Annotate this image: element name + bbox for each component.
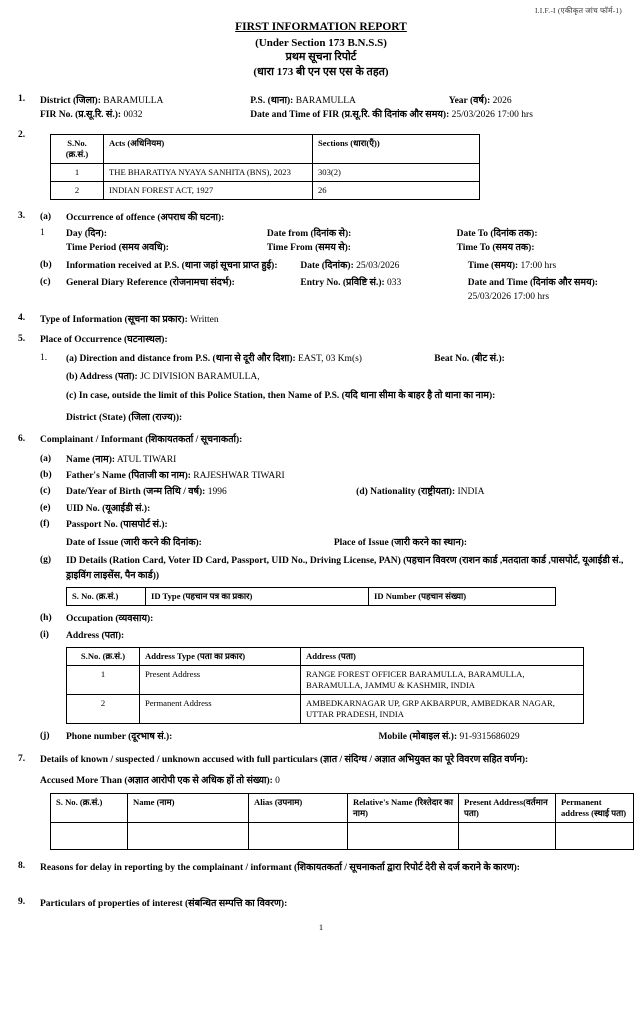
s6c-label: (c)	[40, 486, 51, 497]
direction-distance-label: (a) Direction and distance from P.S. (थाना से दूरी और दिशा):	[66, 354, 296, 365]
id-details-label: ID Details (Ration Card, Voter ID Card, Passport, UID No., Driving License, PAN) (पहचान विवरण (राशन कार्ड ,मतदाता कार्ड ,पासपोर्ट, यूआईडी सं., ड्राइविंग लाइसेंस, पैन कार्ड))	[66, 556, 624, 581]
date-to-label: Date To (दिनांक तक):	[456, 228, 538, 239]
year-value: 2026	[492, 96, 512, 107]
fir-no-value: 0032	[123, 110, 143, 121]
section-6-complainant	[18, 434, 624, 747]
acts-col-sno: S.No. (क्र.सं.)	[51, 134, 104, 163]
s3a-title: Occurrence of offence (अपराध की घटना):	[66, 212, 225, 223]
uid-label: UID No. (यूआईडी सं.):	[66, 503, 151, 514]
s3b-label: (b)	[40, 260, 52, 271]
accused-more-than-label: Accused More Than (अज्ञात आरोपी एक से अधिक हों तो संख्या):	[40, 776, 273, 787]
acc-empty-4	[348, 823, 459, 850]
acc-empty-1	[51, 823, 128, 850]
acc-empty-3	[249, 823, 348, 850]
nationality-label: (d) Nationality (राष्ट्रीयता):	[356, 487, 456, 498]
accused-details-title: Details of known / suspected / unknown accused with full particulars (ज्ञात / संदिग्ध / अज्ञात अभियुक्त का पूरे विवरण सहित वर्णन):	[40, 754, 529, 765]
s3c-entry-value: 033	[387, 277, 402, 288]
section-5-number: 5.	[18, 334, 26, 345]
s3c-title: General Diary Reference (रोजनामचा संदर्भ):	[66, 277, 235, 288]
type-of-information-label: Type of Information (सूचना का प्रकार):	[40, 315, 188, 326]
fir-datetime-value: 25/03/2026 17:00 hrs	[451, 110, 533, 121]
ps-value: BARAMULLA	[295, 96, 356, 107]
id-details-table	[66, 587, 556, 606]
s3a-day-index: 1	[40, 227, 45, 238]
s6f-label: (f)	[40, 518, 50, 529]
acc-empty-2	[128, 823, 249, 850]
acc-col-relative-name: Relative's Name (रिश्तेदार का नाम)	[348, 794, 459, 823]
complainant-name-label: Name (नाम):	[66, 454, 116, 465]
s6a-label: (a)	[40, 453, 52, 464]
addr-row2-sno: 2	[67, 695, 140, 724]
acts-col-sections: Sections (धारा(एँ))	[313, 134, 480, 163]
s6h-label: (h)	[40, 612, 52, 623]
title-hindi: प्रथम सूचना रिपोर्ट	[285, 51, 357, 64]
section-6-number: 6.	[18, 434, 26, 445]
acc-empty-6	[556, 823, 634, 850]
section-3-number: 3.	[18, 210, 26, 221]
s3a-label: (a)	[40, 211, 52, 222]
section-2-acts	[18, 130, 624, 204]
s3b-title: Information received at P.S. (थाना जहां सूचना प्राप्त हुई):	[66, 261, 278, 272]
district-state-label: District (State) (जिला (राज्य)):	[66, 412, 183, 423]
type-of-information-value: Written	[189, 315, 219, 326]
section-9-number: 9.	[18, 897, 26, 908]
document-title-block	[18, 20, 624, 80]
occupation-label: Occupation (व्यवसाय):	[66, 613, 154, 624]
mobile-value: 91-9315686029	[459, 732, 520, 743]
page-number: 1	[318, 921, 324, 932]
s3c-datetime-value: 25/03/2026 17:00 hrs	[467, 291, 550, 302]
acts-row1-sno: 1	[51, 163, 104, 181]
acts-row2-act: INDIAN FOREST ACT, 1927	[104, 181, 313, 199]
day-label: Day (दिन):	[66, 228, 108, 239]
s3b-time-value: 17:00 hrs	[520, 261, 557, 272]
form-code-note: I.I.F.-I (एकीकृत जांच फॉर्म-1)	[534, 6, 622, 15]
address-section-label: Address (पता):	[66, 631, 125, 642]
addr-col-address: Address (पता)	[301, 648, 584, 666]
addr-col-type: Address Type (पता का प्रकार)	[140, 648, 301, 666]
ps-label: P.S. (थाना):	[250, 96, 294, 107]
acts-col-acts: Acts (अधिनियम)	[104, 134, 313, 163]
time-to-label: Time To (समय तक):	[456, 243, 535, 254]
table-header-row	[51, 134, 480, 163]
id-col-sno: S. No. (क्र.सं.)	[67, 587, 146, 605]
title-section-hindi: (धारा 173 बी एन एस एस के तहत)	[253, 66, 389, 79]
s3c-datetime-label: Date and Time (दिनांक और समय):	[467, 277, 598, 288]
dob-label: Date/Year of Birth (जन्म तिथि / वर्ष):	[66, 487, 206, 498]
section-2-number: 2.	[18, 129, 26, 140]
acc-empty-5	[459, 823, 556, 850]
place-item-number: 1.	[40, 353, 48, 364]
time-from-label: Time From (समय से):	[266, 243, 351, 254]
s6j-label: (j)	[40, 731, 50, 742]
address-label: (b) Address (पता):	[66, 372, 138, 383]
s3b-time-label: Time (समय):	[467, 261, 519, 272]
s6b-label: (b)	[40, 470, 52, 481]
s6i-label: (i)	[40, 630, 49, 641]
phone-label: Phone number (दूरभाष सं.):	[66, 732, 173, 743]
s3c-label: (c)	[40, 276, 51, 287]
title-english: FIRST INFORMATION REPORT	[235, 21, 407, 33]
title-section-english: (Under Section 173 B.N.S.S)	[255, 36, 387, 49]
table-row	[67, 666, 584, 695]
section-8-number: 8.	[18, 861, 26, 872]
outside-limit-label: (c) In case, outside the limit of this Police Station, then Name of P.S. (यदि थाना सीमा के बाहर है तो थाना का नाम):	[66, 390, 496, 401]
table-row	[67, 695, 584, 724]
s3b-date-label: Date (दिनांक):	[300, 261, 354, 272]
accused-more-than-value: 0	[275, 776, 280, 787]
section-1-district-ps	[18, 94, 624, 123]
dob-value: 1996	[207, 487, 227, 498]
date-from-label: Date from (दिनांक से):	[266, 228, 352, 239]
section-9-properties	[18, 897, 624, 911]
acc-col-sno: S. No. (क्र.सं.)	[51, 794, 128, 823]
complainant-title: Complainant / Informant (शिकायतकर्ता / सूचनाकर्ता):	[40, 435, 243, 446]
father-name-value: RAJESHWAR TIWARI	[193, 471, 285, 482]
passport-issue-date-label: Date of Issue (जारी करने की दिनांक):	[66, 538, 202, 549]
properties-title: Particulars of properties of interest (संबन्धित सम्पत्ति का विवरण):	[40, 899, 288, 910]
year-label: Year (वर्ष):	[448, 96, 491, 107]
addr-col-sno: S.No. (क्र.सं.)	[67, 648, 140, 666]
section-4-type-of-information	[18, 313, 624, 327]
passport-issue-place-label: Place of Issue (जारी करने का स्थान):	[333, 538, 468, 549]
fir-no-label: FIR No. (प्र.सू.रि. सं.):	[40, 110, 122, 121]
table-header-row	[67, 648, 584, 666]
fir-datetime-label: Date and Time of FIR (प्र.सू.रि. की दिनांक और समय):	[250, 110, 450, 121]
section-5-place-of-occurrence	[18, 334, 624, 427]
table-row	[51, 181, 480, 199]
addr-row1-sno: 1	[67, 666, 140, 695]
table-row	[51, 823, 634, 850]
place-of-occurrence-title: Place of Occurrence (घटनास्थल):	[40, 335, 168, 346]
district-value: BARAMULLA	[103, 96, 164, 107]
delay-reasons-title: Reasons for delay in reporting by the complainant / informant (शिकायतकर्ता / सूचनाकर्ता द्वारा रिपोर्ट देरी से दर्ज कराने के कारण):	[40, 863, 520, 874]
acc-col-name: Name (नाम)	[128, 794, 249, 823]
addr-row2-address: AMBEDKARNAGAR UP, GRP AKBARPUR, AMBEDKAR NAGAR, UTTAR PRADESH, INDIA	[301, 695, 584, 724]
s3c-entry-label: Entry No. (प्रविष्टि सं.):	[300, 277, 385, 288]
acts-row2-section: 26	[313, 181, 480, 199]
acts-row1-section: 303(2)	[313, 163, 480, 181]
section-4-number: 4.	[18, 313, 26, 324]
complainant-name-value: ATUL TIWARI	[116, 454, 177, 465]
father-name-label: Father's Name (पिताजी का नाम):	[66, 471, 191, 482]
direction-distance-value: EAST, 03 Km(s)	[298, 354, 362, 365]
section-3-occurrence	[18, 211, 624, 307]
accused-table	[50, 793, 634, 850]
acts-sections-table	[50, 134, 480, 200]
table-header-row	[51, 794, 634, 823]
acc-col-alias: Alias (उपनाम)	[249, 794, 348, 823]
address-table	[66, 647, 584, 724]
table-row	[51, 163, 480, 181]
section-8-delay-reasons	[18, 861, 624, 875]
s6g-label: (g)	[40, 555, 52, 566]
id-col-number: ID Number (पहचान संख्या)	[369, 587, 556, 605]
section-7-accused-details	[18, 753, 627, 855]
acts-row1-act: THE BHARATIYA NYAYA SANHITA (BNS), 2023	[104, 163, 313, 181]
district-label: District (जिला):	[40, 96, 101, 107]
nationality-value: INDIA	[457, 487, 485, 498]
s6e-label: (e)	[40, 502, 51, 513]
addr-row1-address: RANGE FOREST OFFICER BARAMULLA, BARAMULLA, BARAMULLA, JAMMU & KASHMIR, INDIA	[301, 666, 584, 695]
section-7-number: 7.	[18, 753, 26, 764]
time-period-label: Time Period (समय अवधि):	[66, 243, 169, 254]
addr-row1-type: Present Address	[140, 666, 301, 695]
beat-no-label: Beat No. (बीट सं.):	[434, 354, 505, 365]
acc-col-present-address: Present Address(वर्तमान पता)	[459, 794, 556, 823]
passport-label: Passport No. (पासपोर्ट सं.):	[66, 519, 168, 530]
acts-row2-sno: 2	[51, 181, 104, 199]
id-col-type: ID Type (पहचान पत्र का प्रकार)	[146, 587, 369, 605]
mobile-label: Mobile (मोबाइल सं.):	[378, 732, 458, 743]
s3b-date-value: 25/03/2026	[356, 261, 400, 272]
table-header-row	[67, 587, 556, 605]
acc-col-permanent-address: Permanent address (स्थाई पता)	[556, 794, 634, 823]
section-1-number: 1.	[18, 94, 26, 105]
addr-row2-type: Permanent Address	[140, 695, 301, 724]
address-value: JC DIVISION BARAMULLA,	[140, 372, 260, 383]
